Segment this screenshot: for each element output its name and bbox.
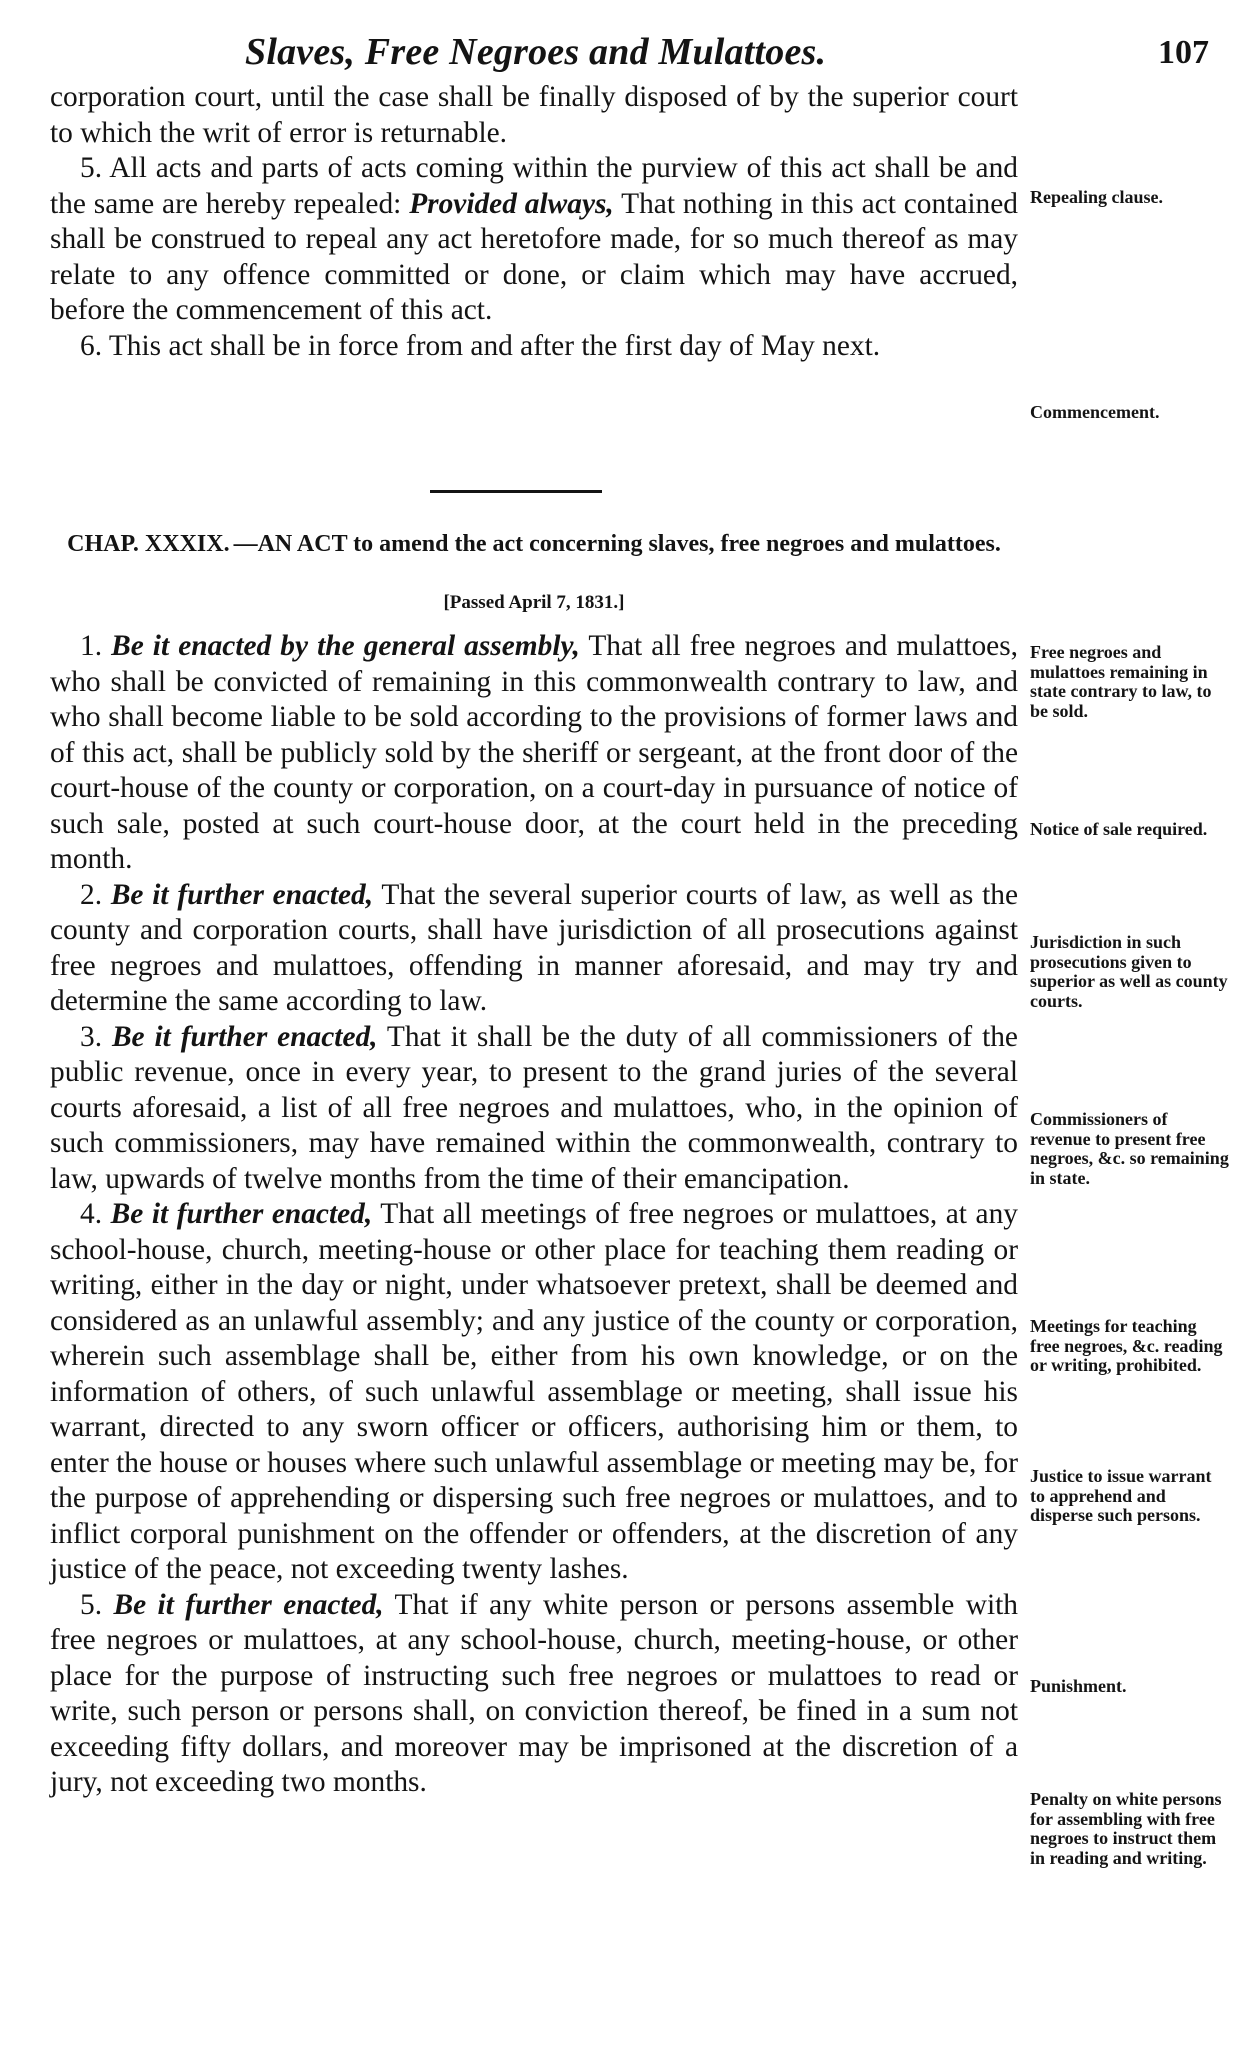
- margin-note-penalty-white-persons: Penalty on white persons for assembling with free negroes to instruct them in reading and writing.: [1030, 1789, 1222, 1868]
- section-1: 1. Be it enacted by the general assembly, That all free negroes and mulattoes, who shall be convicted of remaining in this commonwealth contrary to law, and who shall become liable to be sold according to the provisions of former laws and of this act, shall be publicly sold by the sheriff or sergeant, at the front door of the court-house of the county or corporation, on a court-day in pursuance of notice of such sale, posted at such court-house door, at the court held in the preceding month.: [50, 630, 1018, 875]
- sections-block: [50, 629, 1018, 1801]
- margin-note-repealing: Repealing clause.: [1030, 187, 1163, 207]
- top-text-block: [50, 80, 1018, 364]
- section-5-repeal: [50, 151, 1018, 329]
- margin-note-justice-warrant: Justice to issue warrant to apprehend and disperse such persons.: [1030, 1466, 1212, 1525]
- chapter-title: —AN ACT to amend the act concerning slaves, free negroes and mulattoes.: [233, 531, 1001, 557]
- page-number: 107: [1158, 34, 1209, 71]
- margin-note-punishment: Punishment.: [1030, 1676, 1127, 1696]
- section-2: 2. Be it further enacted, That the several superior courts of law, as well as the county and corporation courts, shall have jurisdiction of all prosecutions against free negroes and mulattoes, offending in manner aforesaid, and may try and determine the same according to law.: [50, 878, 1018, 1017]
- section-divider: [430, 490, 602, 493]
- running-title: Slaves, Free Negroes and Mulattoes.: [245, 31, 827, 73]
- section-5: 5. Be it further enacted, That if any white person or persons assemble with free negroes or mulattoes, at any school-house, church, meeting-house, or other place for the purpose of instructing such free negroes or mulattoes to read or write, such person or persons shall, on conviction thereof, be fined in a sum not exceeding fifty dollars, and moreover may be imprisoned at the discretion of a jury, not exceeding two months.: [50, 1588, 1018, 1798]
- margin-note-commissioners: Commissioners of revenue to present free negroes, &c. so remaining in state.: [1030, 1109, 1229, 1188]
- section-4: 4. Be it further enacted, That all meetings of free negroes or mulattoes, at any school-house, church, meeting-house or other place for teaching them reading or writing, either in the day or night, under whatsoever pretext, shall be deemed and considered as an unlawful assembly; and any justice of the county or corporation, wherein such assemblage shall be, either from his own knowledge, or on the information of others, of such unlawful assemblage or meeting, shall issue his warrant, directed to any sworn officer or officers, authorising him or them, to enter the house or houses where such unlawful assemblage or meeting may be, for the purpose of apprehending or dispersing such free negroes or mulattoes, and to inflict corporal punishment on the offender or offenders, at the discretion of any justice of the peace, not exceeding twenty lashes.: [50, 1198, 1018, 1585]
- margin-note-notice-of-sale: Notice of sale required.: [1030, 819, 1208, 839]
- continuation-paragraph: corporation court, until the case shall be finally disposed of by the superior court to which the writ of error is returnable.: [50, 81, 1018, 149]
- margin-note-jurisdiction: Jurisdiction in such prosecutions given to superior as well as county courts.: [1030, 932, 1228, 1011]
- page-header: [0, 30, 1255, 78]
- margin-note-commencement: Commencement.: [1030, 402, 1160, 422]
- sec5-rest: That nothing in this act contained shall be construed to repeal any act heretofore made, for so much thereof as may relate to any offence committed or done, or claim which may have accrued, before the commencement of this act.: [50, 187, 1018, 326]
- section-6-commencement: 6. This act shall be in force from and after the first day of May next.: [80, 329, 881, 362]
- sec5-proviso: Provided always,: [409, 187, 614, 220]
- chapter-heading: [50, 530, 1018, 559]
- margin-note-meetings-prohibited: Meetings for teaching free negroes, &c. reading or writing, prohibited.: [1030, 1316, 1223, 1375]
- chapter-number: CHAP. XXXIX.: [67, 531, 230, 557]
- margin-note-free-negroes-sold: Free negroes and mulattoes remaining in state contrary to law, to be sold.: [1030, 642, 1212, 721]
- section-3: 3. Be it further enacted, That it shall be the duty of all commissioners of the public revenue, once in every year, to present to the grand juries of the several courts aforesaid, a list of all free negroes and mulattoes, who, in the opinion of such commissioners, may have remained within the commonwealth, contrary to law, upwards of twelve months from the time of their emancipation.: [50, 1020, 1018, 1195]
- passed-date: [Passed April 7, 1831.]: [443, 592, 625, 613]
- sec5-text: 5. All acts and parts of acts coming within the purview of this act shall be and the same are hereby repealed:: [50, 152, 1018, 220]
